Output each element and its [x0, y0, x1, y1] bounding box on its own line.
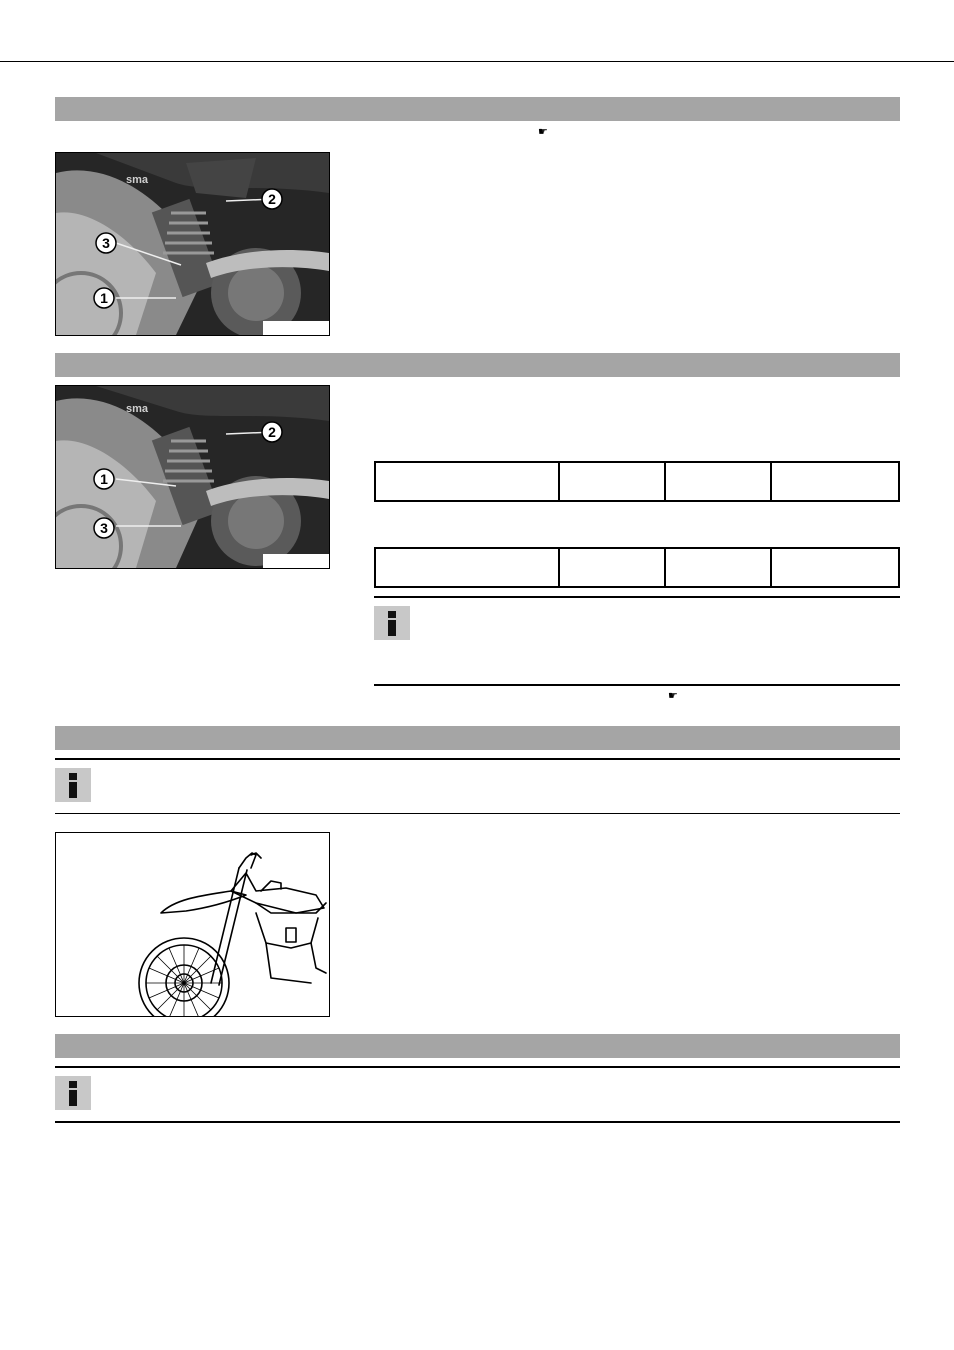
section-heading-bar-4	[55, 1034, 900, 1058]
figure-number-plate	[263, 554, 329, 568]
table-cell	[771, 462, 899, 501]
info-icon	[55, 768, 91, 802]
svg-text:sma: sma	[126, 174, 149, 186]
callout-1: 1	[100, 471, 108, 487]
info-box-top-rule	[374, 596, 900, 598]
svg-text:sma: sma	[126, 403, 149, 415]
table-cell	[559, 462, 665, 501]
callout-1: 1	[100, 290, 108, 306]
info-box-bottom-rule	[55, 1121, 900, 1123]
info-icon	[55, 1076, 91, 1110]
pointing-hand-icon: ☛	[668, 689, 678, 702]
table-cell	[771, 548, 899, 587]
table-cell	[665, 462, 771, 501]
header-rule	[0, 61, 954, 62]
callout-3: 3	[100, 520, 108, 536]
info-box-bottom-rule	[55, 813, 900, 814]
section-heading-bar-3	[55, 726, 900, 750]
section-heading-bar-1	[55, 97, 900, 121]
shock-absorber-photo-1	[55, 152, 330, 336]
table-row	[375, 548, 899, 587]
shock-absorber-photo-2	[55, 385, 330, 569]
info-box-top-rule	[55, 1066, 900, 1068]
spec-table-1	[374, 461, 900, 502]
section-heading-bar-2	[55, 353, 900, 377]
table-cell	[375, 462, 559, 501]
callout-2: 2	[268, 191, 276, 207]
callout-3: 3	[102, 235, 110, 251]
info-box-bottom-rule	[374, 684, 900, 686]
table-cell	[559, 548, 665, 587]
info-icon	[374, 606, 410, 640]
table-cell	[665, 548, 771, 587]
table-cell	[375, 548, 559, 587]
table-row	[375, 462, 899, 501]
spec-table-2	[374, 547, 900, 588]
info-box-top-rule	[55, 758, 900, 760]
callout-2: 2	[268, 424, 276, 440]
motorcycle-line-drawing	[55, 832, 330, 1017]
pointing-hand-icon: ☛	[538, 125, 548, 138]
figure-number-plate	[263, 1002, 329, 1016]
figure-number-plate	[263, 321, 329, 335]
